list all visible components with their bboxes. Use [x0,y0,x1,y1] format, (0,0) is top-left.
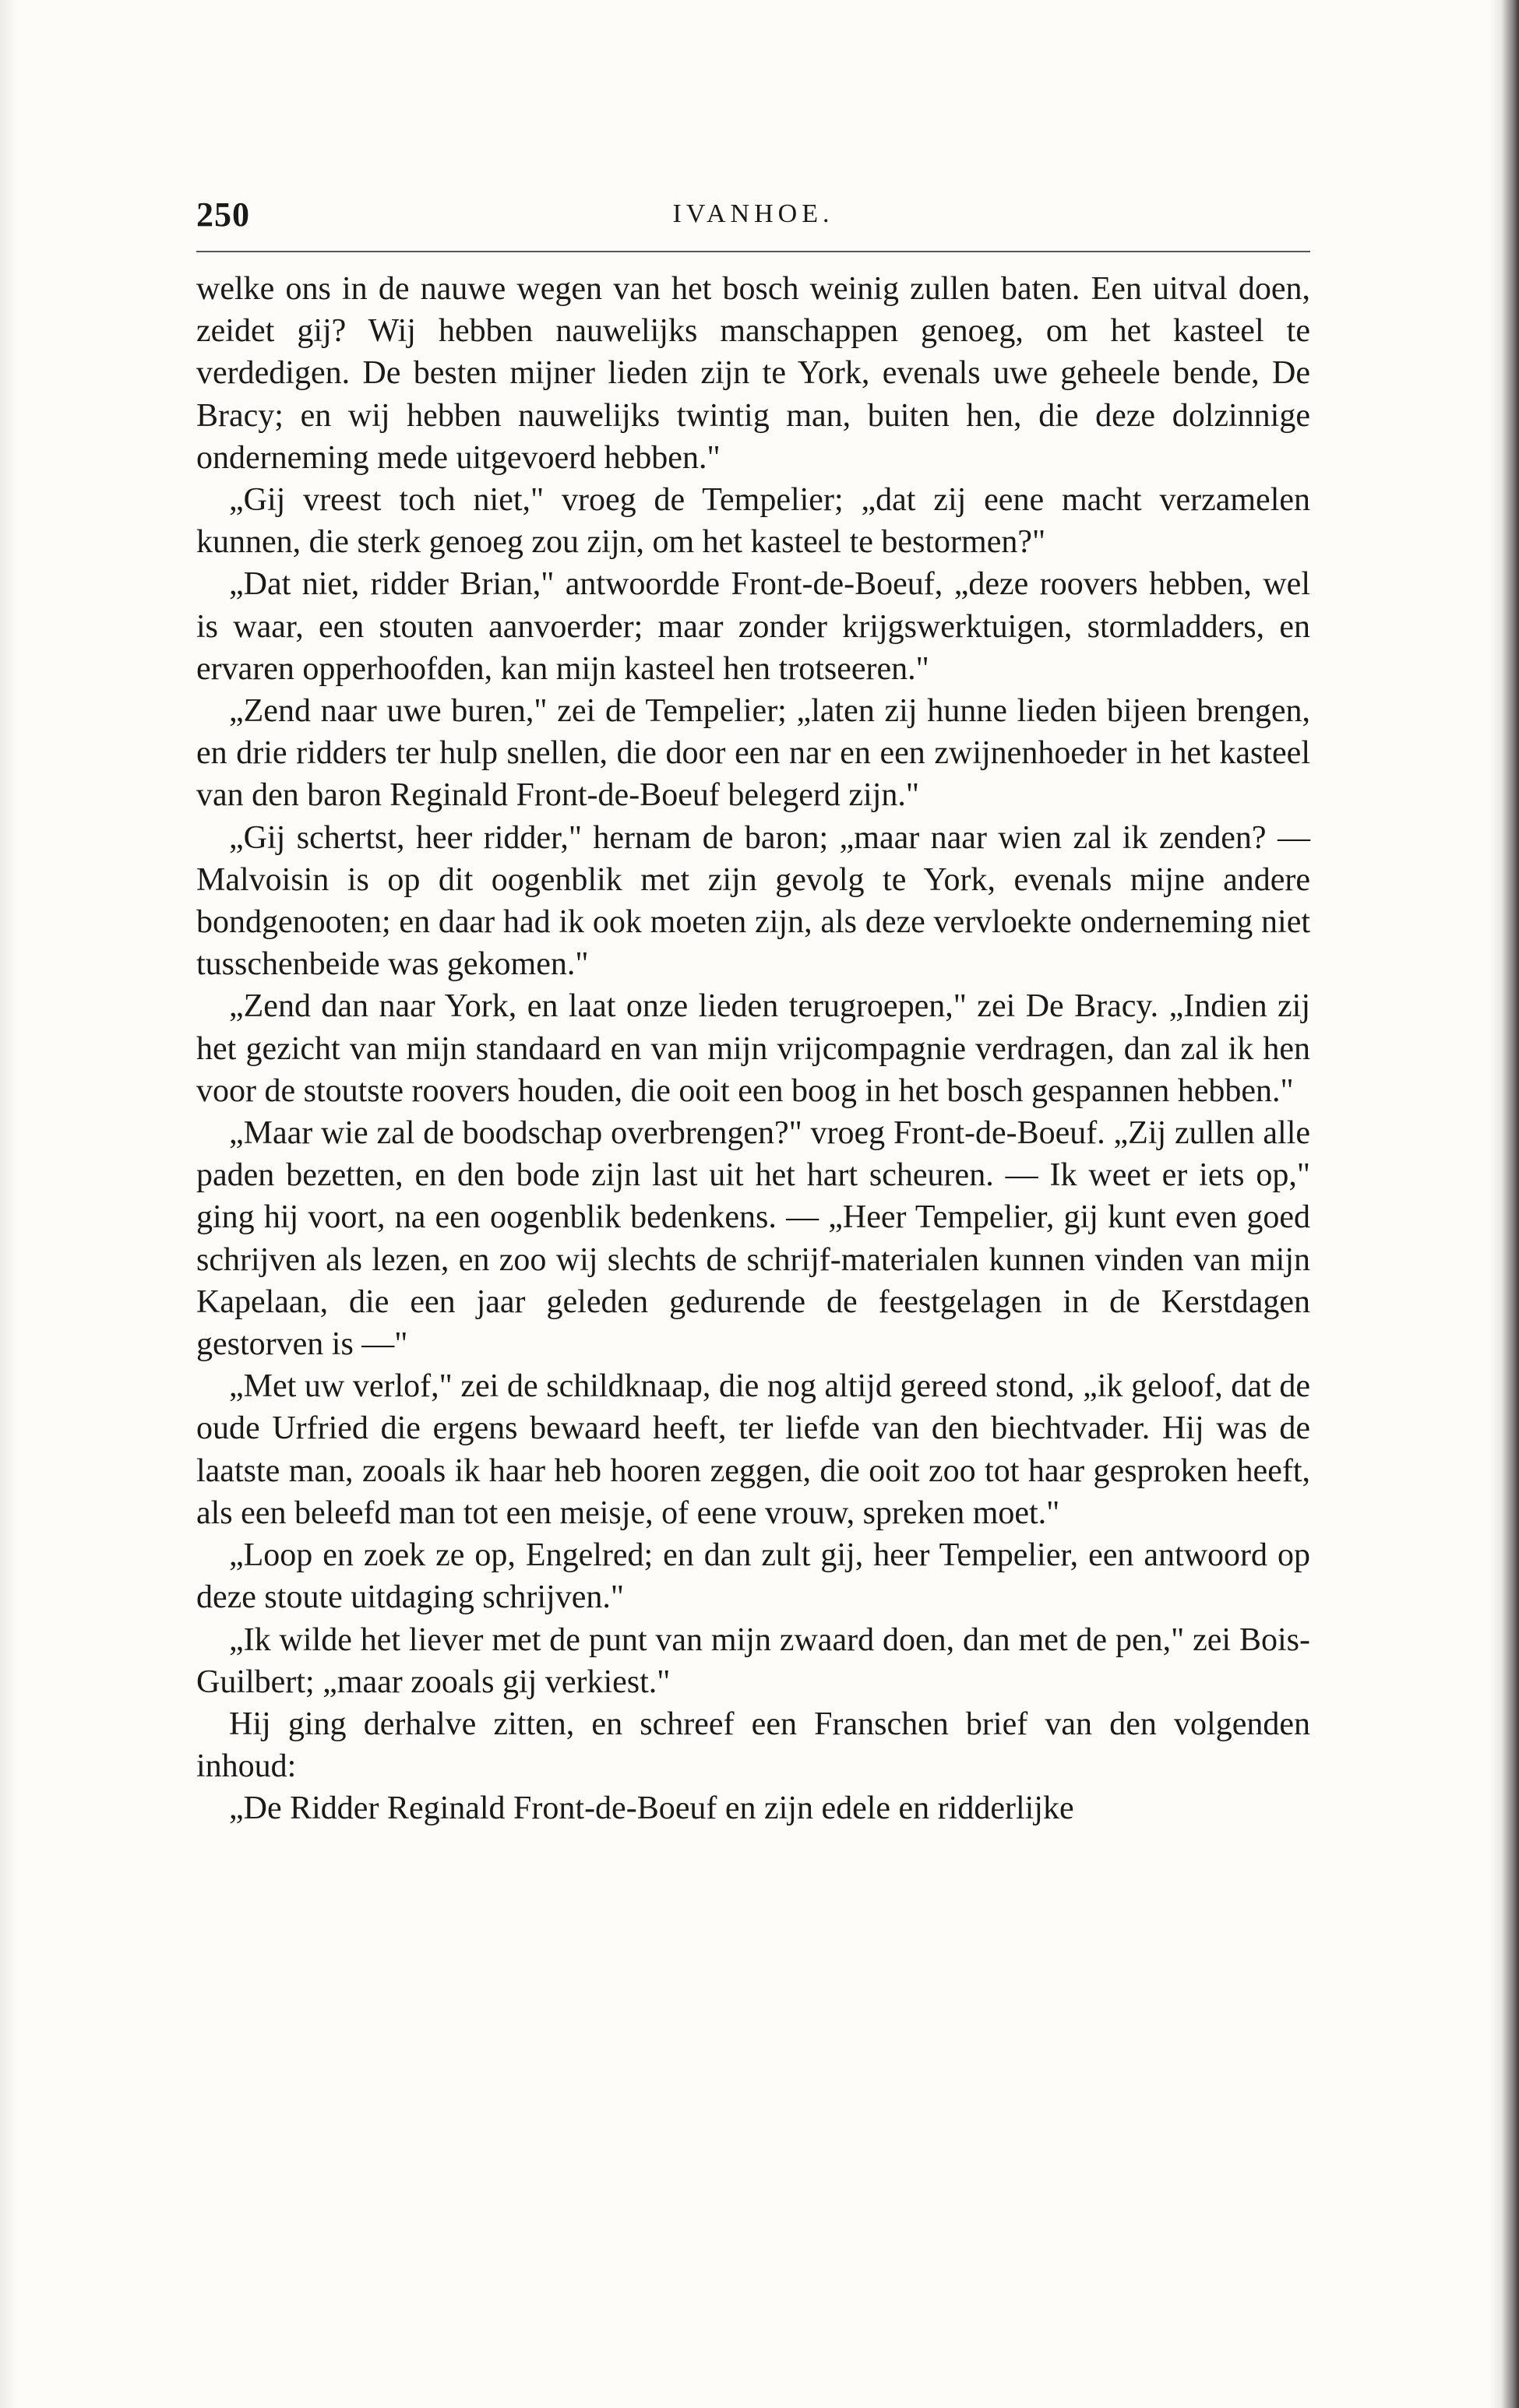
paragraph: „De Ridder Reginald Front-de-Boeuf en zijn edele en ridderlijke [229,1790,1074,1827]
paragraph: „Ik wilde het liever met de punt van mijn zwaard doen, dan met de pen," zei Bois-Guilbert; „maar zooals gij verkiest." [196,1621,1310,1700]
page-number: 250 [196,195,250,234]
page-header [196,195,1310,241]
header-rule [196,251,1310,252]
body-text [196,268,1310,1830]
paragraph: „Maar wie zal de boodschap overbrengen?" vroeg Front-de-Boeuf. „Zij zullen alle paden bezetten, en den bode zijn last uit het hart scheuren. — Ik weet er iets op," ging hij voort, na een oogenblik bedenkens. — „Heer Tempelier, gij kunt even goed schrijven als lezen, en zoo wij slechts de schrijf-materialen kunnen vinden van mijn Kapelaan, die een jaar geleden gedurende de feestgelagen in de Kerstdagen gestorven is —" [196,1115,1310,1363]
paragraph: „Gij vreest toch niet," vroeg de Tempelier; „dat zij eene macht verzamelen kunnen, die sterk genoeg zou zijn, om het kasteel te bestormen?" [196,482,1310,561]
paragraph: Hij ging derhalve zitten, en schreef een Franschen brief van den volgenden inhoud: [196,1706,1310,1785]
paragraph: „Loop en zoek ze op, Engelred; en dan zult gij, heer Tempelier, een antwoord op deze stoute uitdaging schrijven." [196,1537,1310,1616]
running-title: IVANHOE. [672,199,834,228]
page-left-shadow [0,0,17,2408]
paragraph: „Met uw verlof," zei de schildknaap, die nog altijd gereed stond, „ik geloof, dat de oude Urfried die ergens bewaard heeft, ter liefde van den biechtvader. Hij was de laatste man, zooals ik haar heb hooren zeggen, die ooit zoo tot haar gesproken heeft, als een beleefd man tot een meisje, of eene vrouw, spreken moet." [196,1368,1310,1531]
paragraph: welke ons in de nauwe wegen van het bosch weinig zullen baten. Een uitval doen, zeidet gij? Wij hebben nauwelijks manschappen genoeg, om het kasteel te verdedigen. De besten mijner lieden zijn te York, evenals uwe geheele bende, De Bracy; en wij hebben nauwelijks twintig man, buiten hen, die deze dolzinnige onderneming mede uitgevoerd hebben." [196,271,1310,476]
page-binding-edge [1489,0,1519,2408]
paragraph: „Gij schertst, heer ridder," hernam de baron; „maar naar wien zal ik zenden? — Malvoisin is op dit oogenblik met zijn gevolg te York, evenals mijne andere bondgenooten; en daar had ik ook moeten zijn, als deze vervloekte onderneming niet tusschenbeide was gekomen." [196,819,1310,983]
paragraph: „Dat niet, ridder Brian," antwoordde Front-de-Boeuf, „deze roovers hebben, wel is waar, een stouten aanvoerder; maar zonder krijgswerktuigen, stormladders, en ervaren opperhoofden, kan mijn kasteel hen trotseeren." [196,566,1310,687]
paragraph: „Zend naar uwe buren," zei de Tempelier; „laten zij hunne lieden bijeen brengen, en drie ridders ter hulp snellen, die door een nar en een zwijnenhoeder in het kasteel van den baron Reginald Front-de-Boeuf belegerd zijn." [196,693,1310,814]
paragraph: „Zend dan naar York, en laat onze lieden terugroepen," zei De Bracy. „Indien zij het gezicht van mijn standaard en van mijn vrijcompagnie verdragen, dan zal ik hen voor de stoutste roovers houden, die ooit een boog in het bosch gespannen hebben." [196,988,1310,1109]
